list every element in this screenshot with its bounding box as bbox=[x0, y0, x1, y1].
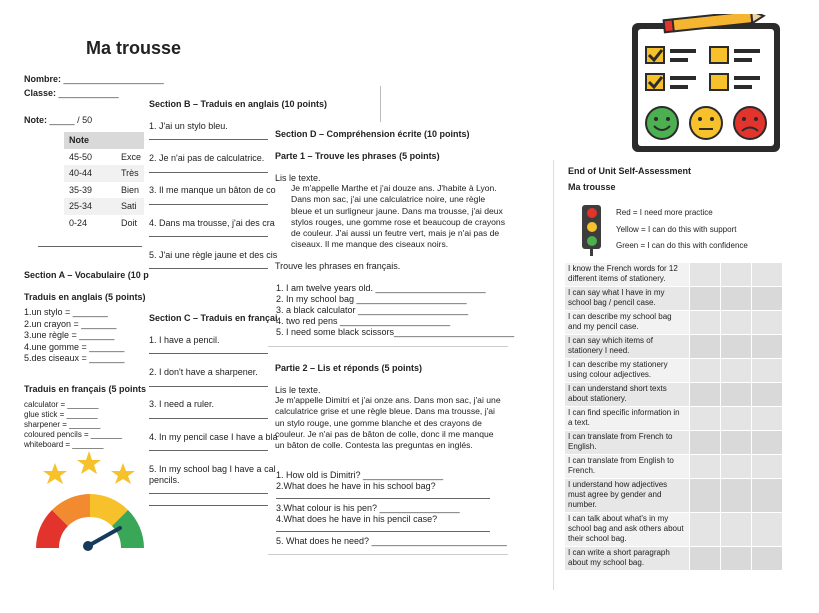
classe-line: ____________ bbox=[58, 88, 119, 98]
table-row bbox=[565, 455, 783, 479]
self-assessment-subtitle: Ma trousse bbox=[568, 182, 616, 192]
grade-range: 0-24 bbox=[64, 215, 116, 232]
answer-line bbox=[149, 139, 268, 140]
answer-line bbox=[149, 172, 268, 173]
statement-cell: I can write a short paragraph about my school bag. bbox=[565, 547, 690, 571]
rating-cell-green[interactable] bbox=[752, 287, 783, 311]
divider bbox=[268, 554, 508, 555]
answer-line bbox=[149, 418, 268, 419]
list-item: 5. In my school bag I have a cal bbox=[149, 464, 276, 474]
rating-cell-yellow[interactable] bbox=[721, 455, 752, 479]
list-item: 2. Je n'ai pas de calculatrice. bbox=[149, 153, 265, 163]
grade-desc: Exce bbox=[116, 149, 144, 166]
answer-line bbox=[149, 236, 268, 237]
table-row bbox=[565, 547, 783, 571]
section-a-part1-title: Traduis en anglais (5 points) bbox=[24, 292, 146, 302]
list-item: sharpener = _______ bbox=[24, 420, 101, 429]
rating-cell-red[interactable] bbox=[690, 547, 721, 571]
rating-cell-red[interactable] bbox=[690, 311, 721, 335]
rating-cell-red[interactable] bbox=[690, 335, 721, 359]
statement-cell: I can describe my school bag and my pencil case. bbox=[565, 311, 690, 335]
self-assessment-table bbox=[564, 262, 783, 571]
table-row bbox=[565, 335, 783, 359]
answer-line bbox=[149, 450, 268, 451]
section-a-part2-title: Traduis en français (5 points bbox=[24, 384, 147, 394]
grade-range: 45-50 bbox=[64, 149, 116, 166]
list-item: 1. I am twelve years old. ______________________ bbox=[276, 283, 486, 293]
rating-cell-red[interactable] bbox=[690, 383, 721, 407]
rating-cell-green[interactable] bbox=[752, 479, 783, 513]
note-line: _____ bbox=[49, 115, 75, 125]
statement-cell: I can describe my stationery using colour adjectives. bbox=[565, 359, 690, 383]
rating-cell-yellow[interactable] bbox=[721, 547, 752, 571]
answer-line bbox=[149, 204, 268, 205]
list-item: 5. J'ai une règle jaune et des cis bbox=[149, 250, 278, 260]
statement-cell: I can talk about what's in my school bag and ask others about their school bag. bbox=[565, 513, 690, 547]
grade-table-header: Note bbox=[64, 132, 144, 149]
list-item: coloured pencils = _______ bbox=[24, 430, 123, 439]
legend-yellow: Yellow = I can do this with support bbox=[616, 225, 737, 234]
table-row bbox=[64, 182, 144, 199]
page-title: Ma trousse bbox=[86, 38, 182, 58]
rating-cell-red[interactable] bbox=[690, 431, 721, 455]
stars-icon bbox=[43, 451, 135, 484]
rating-cell-yellow[interactable] bbox=[721, 263, 752, 287]
rating-cell-green[interactable] bbox=[752, 547, 783, 571]
self-assessment-title: End of Unit Self-Assessment bbox=[568, 166, 692, 176]
rating-cell-green[interactable] bbox=[752, 383, 783, 407]
answer-line bbox=[149, 268, 268, 269]
stars-gauge-graphic bbox=[28, 446, 148, 556]
rating-cell-green[interactable] bbox=[752, 407, 783, 431]
list-item: 2.What does he have in his school bag? bbox=[276, 481, 436, 491]
rating-cell-green[interactable] bbox=[752, 431, 783, 455]
list-item: 4.What does he have in his pencil case? bbox=[276, 514, 438, 524]
list-item: 1. How old is Dimitri? ________________ bbox=[276, 470, 444, 480]
answer-line bbox=[149, 386, 268, 387]
divider bbox=[38, 246, 142, 247]
answer-line bbox=[276, 531, 490, 532]
list-item: pencils. bbox=[149, 475, 180, 485]
statement-cell: I can translate from French to English. bbox=[565, 431, 690, 455]
rating-cell-yellow[interactable] bbox=[721, 287, 752, 311]
table-row bbox=[565, 287, 783, 311]
rating-cell-green[interactable] bbox=[752, 359, 783, 383]
classe-label: Classe: bbox=[24, 88, 57, 98]
list-item: 2. In my school bag ______________________ bbox=[276, 294, 467, 304]
table-row bbox=[565, 359, 783, 383]
answer-line bbox=[149, 493, 268, 494]
nombre-field bbox=[24, 74, 164, 85]
table-row bbox=[565, 383, 783, 407]
table-row bbox=[565, 263, 783, 287]
rating-cell-yellow[interactable] bbox=[721, 431, 752, 455]
traffic-light-pole bbox=[590, 249, 593, 256]
rating-cell-yellow[interactable] bbox=[721, 479, 752, 513]
clipboard-checklist-icon bbox=[630, 14, 782, 154]
table-row bbox=[64, 165, 144, 182]
list-item: 1. I have a pencil. bbox=[149, 335, 220, 345]
table-row bbox=[64, 198, 144, 215]
section-b-title: Section B – Traduis en anglais (10 points) bbox=[149, 99, 328, 109]
list-item: glue stick = _______ bbox=[24, 410, 98, 419]
list-item: 1.un stylo = _______ bbox=[24, 307, 108, 317]
list-item: 5. What does he need? ___________________________ bbox=[276, 536, 507, 546]
statement-cell: I understand how adjectives must agree by gender and number. bbox=[565, 479, 690, 513]
rating-cell-yellow[interactable] bbox=[721, 383, 752, 407]
grade-desc: Doit bbox=[116, 215, 144, 232]
list-item: 3.What colour is his pen? ________________ bbox=[276, 503, 460, 513]
divider bbox=[553, 160, 554, 590]
rating-cell-yellow[interactable] bbox=[721, 407, 752, 431]
divider bbox=[268, 346, 508, 347]
answer-line bbox=[276, 498, 490, 499]
list-item: 2.un crayon = _______ bbox=[24, 318, 117, 329]
list-item: 4. two red pens ______________________ bbox=[276, 316, 451, 326]
grade-table bbox=[64, 132, 144, 231]
table-row bbox=[565, 513, 783, 547]
grade-desc: Bien bbox=[116, 182, 144, 199]
list-item: 4.une gomme = _______ bbox=[24, 341, 125, 352]
section-a-title: Section A – Vocabulaire (10 p bbox=[24, 270, 149, 280]
list-item: 3. a black calculator ______________________ bbox=[276, 305, 469, 315]
part2-text: Je m'appelle Dimitri et j'ai onze ans. Dans mon sac, j'ai une calculatrice grise et une règle bleue. Dans ma trousse, j'ai un stylo rouge, une gomme blanche et des crayons de couleur. Je n'ai pas de bâton de colle, donc il me manque un bâton de colle. Contesta las preguntas en inglés. bbox=[275, 395, 501, 451]
rating-cell-red[interactable] bbox=[690, 287, 721, 311]
rating-cell-yellow[interactable] bbox=[721, 311, 752, 335]
list-item: 5. I need some black scissors________________________ bbox=[276, 327, 515, 337]
statement-cell: I can translate from English to French. bbox=[565, 455, 690, 479]
list-item: whiteboard = _______ bbox=[24, 440, 104, 449]
table-row bbox=[565, 407, 783, 431]
part1-intro: Lis le texte. bbox=[275, 173, 321, 183]
section-d-part1-title: Parte 1 – Trouve les phrases (5 points) bbox=[275, 151, 440, 161]
table-row bbox=[64, 215, 144, 232]
rating-cell-green[interactable] bbox=[752, 455, 783, 479]
rating-cell-red[interactable] bbox=[690, 359, 721, 383]
list-item: 4. In my pencil case I have a bla bbox=[149, 432, 278, 442]
list-item: 1. J'ai un stylo bleu. bbox=[149, 121, 228, 131]
statement-cell: I can say which items of stationery I need. bbox=[565, 335, 690, 359]
traffic-light-icon bbox=[582, 205, 601, 249]
section-d-title: Section D – Compréhension écrite (10 points) bbox=[275, 129, 470, 139]
note-field bbox=[24, 115, 92, 126]
rating-cell-red[interactable] bbox=[690, 263, 721, 287]
table-row bbox=[565, 311, 783, 335]
rating-cell-red[interactable] bbox=[690, 479, 721, 513]
rating-cell-yellow[interactable] bbox=[721, 359, 752, 383]
rating-cell-green[interactable] bbox=[752, 311, 783, 335]
nombre-label: Nombre: bbox=[24, 74, 62, 84]
part2-intro: Lis le texte. bbox=[275, 385, 321, 395]
grade-desc: Sati bbox=[116, 198, 144, 215]
statement-cell: I can say what I have in my school bag / pencil case. bbox=[565, 287, 690, 311]
rating-cell-red[interactable] bbox=[690, 407, 721, 431]
grade-range: 25-34 bbox=[64, 198, 116, 215]
grade-desc: Très bbox=[116, 165, 144, 182]
divider bbox=[380, 86, 381, 122]
list-item: 3. I need a ruler. bbox=[149, 399, 215, 409]
answer-line bbox=[149, 353, 268, 354]
statement-cell: I know the French words for 12 different items of stationery. bbox=[565, 263, 690, 287]
grade-range: 35-39 bbox=[64, 182, 116, 199]
list-item: 5.des ciseaux = _______ bbox=[24, 353, 125, 363]
rating-cell-red[interactable] bbox=[690, 513, 721, 547]
rating-cell-red[interactable] bbox=[690, 455, 721, 479]
legend-red: Red = I need more practice bbox=[616, 208, 713, 217]
rating-cell-yellow[interactable] bbox=[721, 513, 752, 547]
table-row bbox=[565, 479, 783, 513]
table-row bbox=[565, 431, 783, 455]
rating-cell-green[interactable] bbox=[752, 263, 783, 287]
part1-instruction: Trouve les phrases en français. bbox=[275, 261, 401, 271]
legend-green: Green = I can do this with confidence bbox=[616, 241, 748, 250]
gauge-icon bbox=[36, 494, 144, 551]
grade-range: 40-44 bbox=[64, 165, 116, 182]
list-item: calculator = _______ bbox=[24, 400, 99, 409]
part1-text: Je m'appelle Marthe et j'ai douze ans. J'habite à Lyon. Dans mon sac, j'ai une calculatrice noire, une règle bleue et un surligneur jaune. Dans ma trousse, j'ai deux stylos rouges, une gomme rose et beaucoup de crayons de couleur. J'ai aussi un feutre vert, mais je n'ai pas de ciseaux. Il me manque des ciseaux noirs. bbox=[291, 183, 506, 250]
list-item: 3.une règle = _______ bbox=[24, 330, 115, 340]
classe-field bbox=[24, 88, 119, 99]
rating-cell-green[interactable] bbox=[752, 513, 783, 547]
table-row bbox=[64, 149, 144, 166]
nombre-line: ____________________ bbox=[63, 74, 164, 84]
rating-cell-yellow[interactable] bbox=[721, 335, 752, 359]
section-c-title: Section C – Traduis en françai bbox=[149, 313, 278, 323]
note-total: / 50 bbox=[77, 115, 93, 125]
list-item: 3. Il me manque un bâton de co bbox=[149, 185, 276, 195]
note-label: Note: bbox=[24, 115, 47, 125]
answer-line bbox=[149, 505, 268, 506]
list-item: 2. I don't have a sharpener. bbox=[149, 367, 258, 377]
statement-cell: I can understand short texts about stationery. bbox=[565, 383, 690, 407]
statement-cell: I can find specific information in a text. bbox=[565, 407, 690, 431]
rating-cell-green[interactable] bbox=[752, 335, 783, 359]
list-item: 4. Dans ma trousse, j'ai des cra bbox=[149, 218, 275, 228]
section-d-part2-title: Partie 2 – Lis et réponds (5 points) bbox=[275, 363, 423, 373]
